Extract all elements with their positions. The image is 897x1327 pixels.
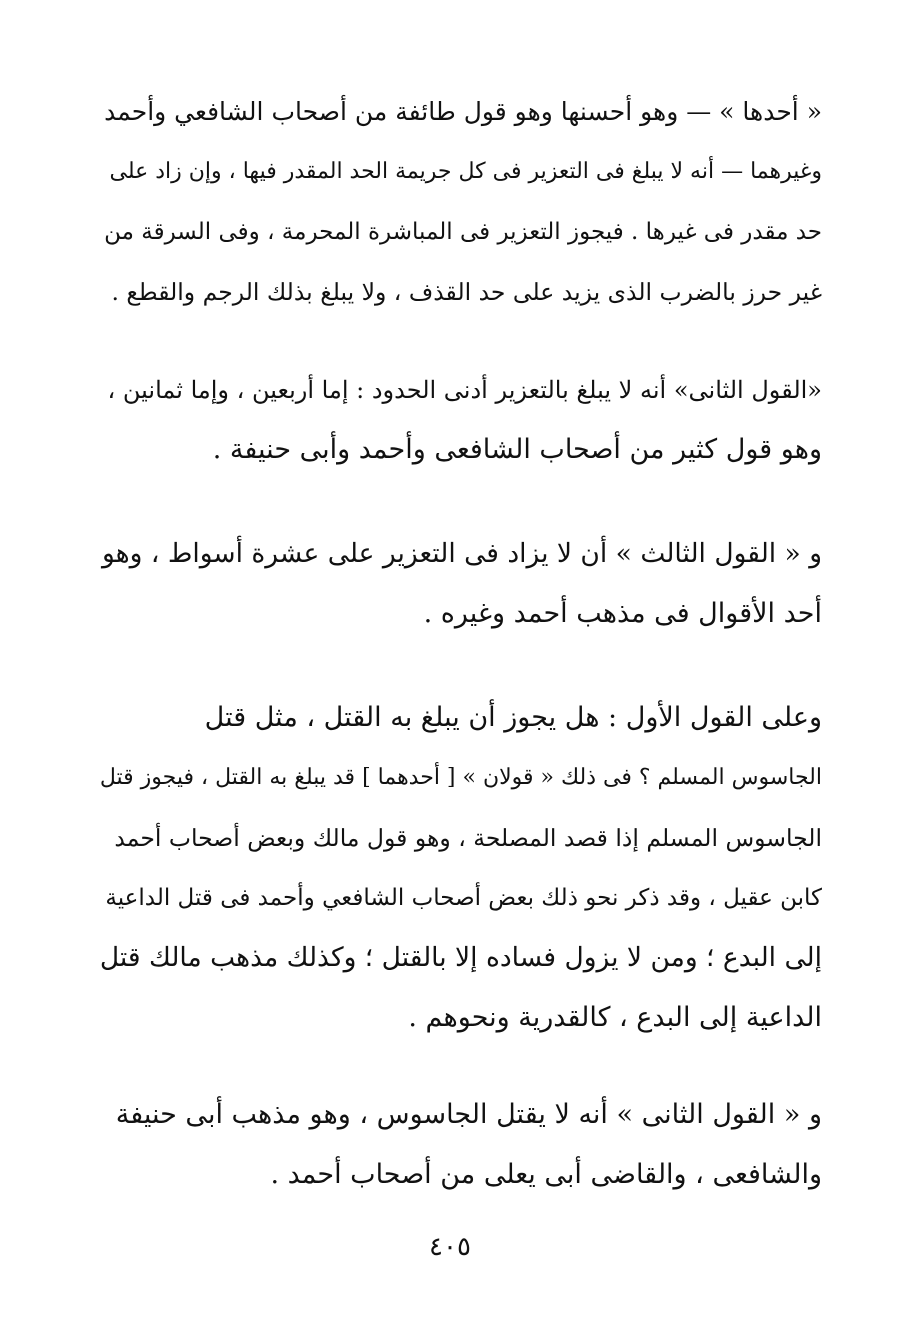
- text-line: و « القول الثالث » أن لا يزاد فى التعزير على عشرة أسواط ، وهو: [101, 538, 822, 569]
- text-line: « أحدها » — وهو أحسنها وهو قول طائفة من أصحاب الشافعي وأحمد: [104, 97, 822, 126]
- paragraph-second-opinion: [100, 360, 822, 480]
- text-line: الجاسوس المسلم إذا قصد المصلحة ، وهو قول مالك وبعض أصحاب أحمد: [114, 824, 822, 852]
- text-line: حد مقدر فى غيرها . فيجوز التعزير فى المباشرة المحرمة ، وفى السرقة من: [104, 219, 822, 245]
- text-line: و « القول الثانى » أنه لا يقتل الجاسوس ، وهو مذهب أبى حنيفة: [115, 1099, 822, 1130]
- paragraph-spy-killing: [100, 688, 822, 1048]
- text-line: غير حرز بالضرب الذى يزيد على حد القذف ، ولا يبلغ بذلك الرجم والقطع .: [111, 278, 822, 306]
- text-line: وهو قول كثير من أصحاب الشافعى وأحمد وأبى حنيفة .: [212, 434, 822, 465]
- text-line: إلى البدع ؛ ومن لا يزول فساده إلا بالقتل ؛ وكذلك مذهب مالك قتل: [100, 942, 822, 973]
- text-line: وغيرهما — أنه لا يبلغ فى التعزير فى كل جريمة الحد المقدر فيها ، وإن زاد على: [109, 159, 822, 184]
- paragraph-second-spy-opinion: [100, 1085, 822, 1205]
- paragraph-first-opinion: [100, 82, 822, 322]
- text-line: كابن عقيل ، وقد ذكر نحو ذلك بعض أصحاب الشافعي وأحمد فى قتل الداعية: [105, 885, 822, 911]
- text-line: والشافعى ، والقاضى أبى يعلى من أصحاب أحمد .: [270, 1159, 822, 1190]
- text-line: الداعية إلى البدع ، كالقدرية ونحوهم .: [408, 1002, 822, 1033]
- text-line: وعلى القول الأول : هل يجوز أن يبلغ به القتل ، مثل قتل: [204, 702, 822, 733]
- paragraph-third-opinion: [100, 524, 822, 644]
- text-line: الجاسوس المسلم ؟ فى ذلك « قولان » [ أحدهما ] قد يبلغ به القتل ، فيجوز قتل: [100, 765, 822, 790]
- page-number: ٤٠٥: [429, 1232, 471, 1262]
- text-line: أحد الأقوال فى مذهب أحمد وغيره .: [423, 598, 822, 629]
- text-line: «القول الثانى» أنه لا يبلغ بالتعزير أدنى الحدود : إما أربعين ، وإما ثمانين ،: [107, 376, 822, 404]
